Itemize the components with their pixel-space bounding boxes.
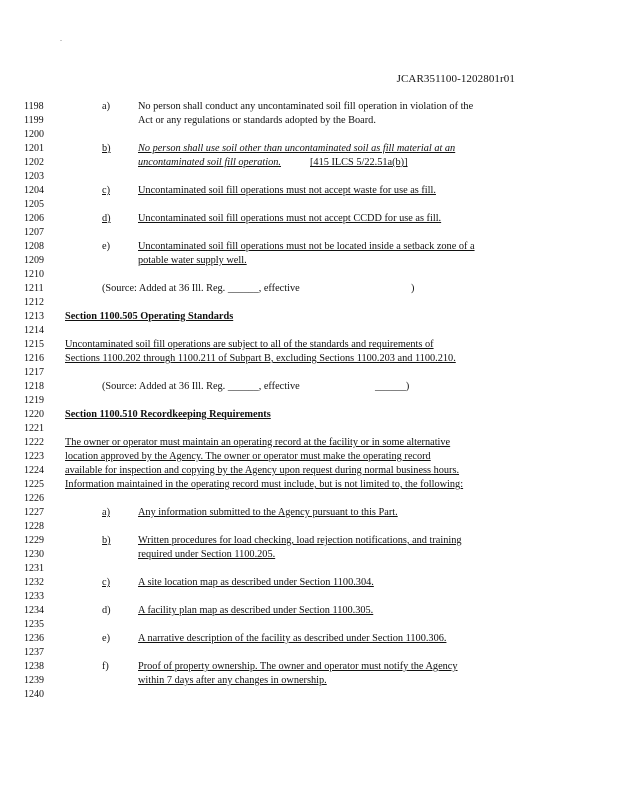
line-number: 1240 xyxy=(24,689,44,700)
line-number: 1215 xyxy=(24,339,44,350)
item-label: d) xyxy=(102,213,111,224)
line-number: 1228 xyxy=(24,521,44,532)
line-number: 1236 xyxy=(24,633,44,644)
item-text: Proof of property ownership. The owner and operator must notify the Agency xyxy=(138,661,458,672)
line-number: 1212 xyxy=(24,297,44,308)
item-text: No person shall use soil other than uncontaminated soil as fill material at an xyxy=(138,143,456,154)
line-number: 1210 xyxy=(24,269,44,280)
item-label: b) xyxy=(102,143,111,154)
section-text: available for inspection and copying by the Agency upon request during normal business hours. xyxy=(65,465,460,476)
item-label: d) xyxy=(102,605,111,616)
corner-mark: . xyxy=(60,34,62,43)
line-number: 1198 xyxy=(24,101,44,112)
line-number: 1208 xyxy=(24,241,44,252)
section-text: Uncontaminated soil fill operations are subject to all of the standards and requirements of xyxy=(65,339,434,350)
line-number: 1220 xyxy=(24,409,44,420)
line-number: 1207 xyxy=(24,227,44,238)
source-note: (Source: Added at 36 Ill. Reg. ______, effective xyxy=(102,381,300,392)
line-number: 1219 xyxy=(24,395,44,406)
item-label: f) xyxy=(102,661,109,672)
line-number: 1209 xyxy=(24,255,44,266)
line-number: 1202 xyxy=(24,157,44,168)
section-text: Sections 1100.202 through 1100.211 of Subpart B, excluding Sections 1100.203 and 1100.210. xyxy=(65,353,456,364)
item-text: A site location map as described under Section 1100.304. xyxy=(138,577,374,588)
item-label: a) xyxy=(102,507,110,518)
line-number: 1232 xyxy=(24,577,44,588)
item-text: Uncontaminated soil fill operations must not accept waste for use as fill. xyxy=(138,185,436,196)
line-number: 1222 xyxy=(24,437,44,448)
line-number: 1218 xyxy=(24,381,44,392)
line-number: 1227 xyxy=(24,507,44,518)
item-label: c) xyxy=(102,185,110,196)
item-label: c) xyxy=(102,577,110,588)
source-note: (Source: Added at 36 Ill. Reg. ______, effective xyxy=(102,283,300,294)
item-text: Written procedures for load checking, load rejection notifications, and training xyxy=(138,535,462,546)
document-code: JCAR351100-1202801r01 xyxy=(396,73,515,85)
section-text: The owner or operator must maintain an operating record at the facility or in some alternative xyxy=(65,437,451,448)
section-text: location approved by the Agency. The owner or operator must make the operating record xyxy=(65,451,431,462)
line-number: 1238 xyxy=(24,661,44,672)
line-number: 1204 xyxy=(24,185,44,196)
item-text: No person shall conduct any uncontaminated soil fill operation in violation of the xyxy=(138,101,474,112)
line-number: 1203 xyxy=(24,171,44,182)
line-number: 1205 xyxy=(24,199,44,210)
line-number: 1239 xyxy=(24,675,44,686)
item-text: within 7 days after any changes in ownership. xyxy=(138,675,327,686)
line-number: 1213 xyxy=(24,311,44,322)
item-text: required under Section 1100.205. xyxy=(138,549,276,560)
line-number: 1200 xyxy=(24,129,44,140)
item-text: uncontaminated soil fill operation. xyxy=(138,157,282,168)
line-number: 1226 xyxy=(24,493,44,504)
line-number: 1234 xyxy=(24,605,44,616)
item-text: potable water supply well. xyxy=(138,255,247,266)
citation: [415 ILCS 5/22.51a(b)] xyxy=(310,157,408,168)
section-heading: Section 1100.505 Operating Standards xyxy=(65,311,234,322)
item-text: Uncontaminated soil fill operations must not be located inside a setback zone of a xyxy=(138,241,475,252)
item-text: A facility plan map as described under Section 1100.305. xyxy=(138,605,374,616)
source-close: ) xyxy=(411,283,415,294)
item-text: Act or any regulations or standards adopted by the Board. xyxy=(138,115,376,126)
section-text: Information maintained in the operating record must include, but is not limited to, the following: xyxy=(65,479,464,490)
line-number: 1231 xyxy=(24,563,44,574)
item-label: e) xyxy=(102,633,110,644)
line-number: 1229 xyxy=(24,535,44,546)
line-number: 1223 xyxy=(24,451,44,462)
line-number: 1233 xyxy=(24,591,44,602)
item-text: Any information submitted to the Agency pursuant to this Part. xyxy=(138,507,398,518)
line-number: 1216 xyxy=(24,353,44,364)
line-number: 1225 xyxy=(24,479,44,490)
line-number: 1230 xyxy=(24,549,44,560)
line-number: 1199 xyxy=(24,115,44,126)
line-number: 1235 xyxy=(24,619,44,630)
item-label: a) xyxy=(102,101,110,112)
line-number: 1201 xyxy=(24,143,44,154)
source-close: ______) xyxy=(375,381,410,392)
item-text: Uncontaminated soil fill operations must not accept CCDD for use as fill. xyxy=(138,213,442,224)
item-label: e) xyxy=(102,241,110,252)
line-number: 1224 xyxy=(24,465,44,476)
item-text: A narrative description of the facility as described under Section 1100.306. xyxy=(138,633,447,644)
line-number: 1237 xyxy=(24,647,44,658)
item-label: b) xyxy=(102,535,111,546)
line-number: 1206 xyxy=(24,213,44,224)
line-number: 1217 xyxy=(24,367,44,378)
line-number: 1214 xyxy=(24,325,44,336)
line-number: 1211 xyxy=(24,283,44,294)
line-number: 1221 xyxy=(24,423,44,434)
section-heading: Section 1100.510 Recordkeeping Requirements xyxy=(65,409,271,420)
